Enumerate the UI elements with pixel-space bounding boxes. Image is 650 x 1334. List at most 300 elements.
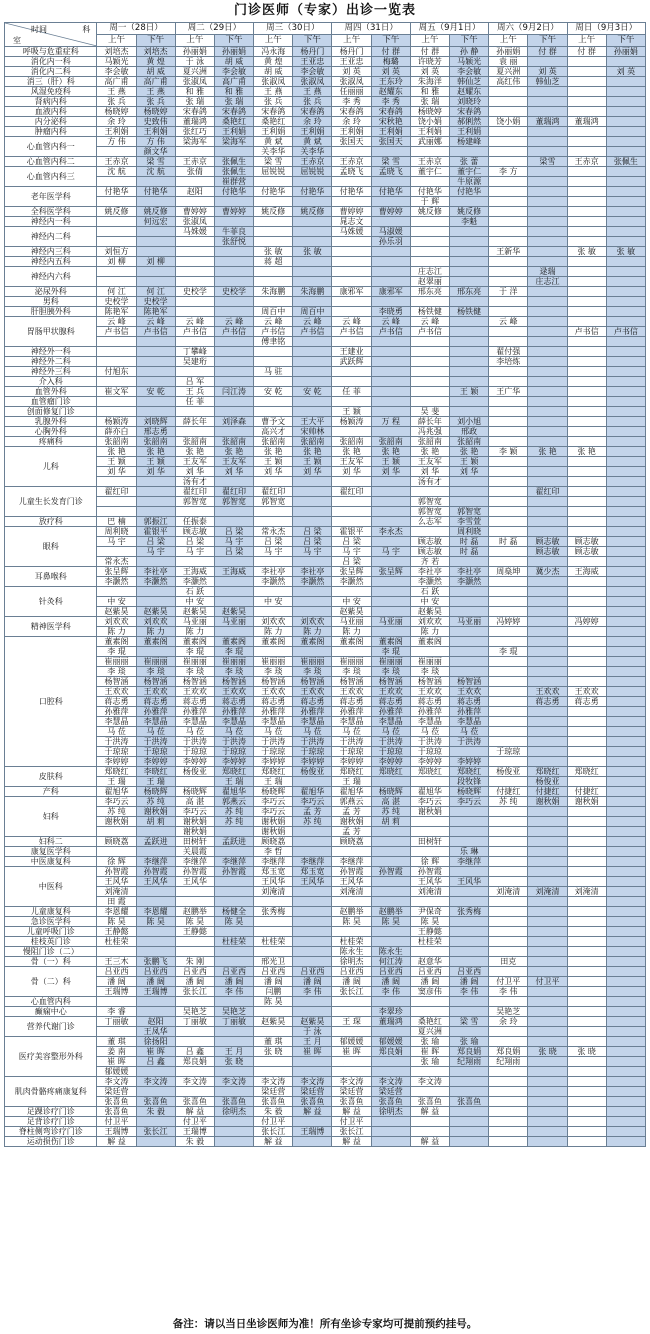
morning-doctor-cell [489, 137, 528, 147]
morning-doctor-cell: 董瑞鸿 [567, 117, 606, 127]
morning-doctor-cell: 宋春鸽 [332, 107, 371, 117]
morning-doctor-cell: 康邪军 [332, 287, 371, 297]
morning-doctor-cell [97, 847, 136, 857]
schedule-row [5, 457, 646, 467]
afternoon-doctor-cell: 郑晓红 [214, 767, 253, 777]
morning-doctor-cell: 顾志敏 [410, 547, 449, 557]
morning-doctor-cell: 孙雅萍 [332, 707, 371, 717]
morning-doctor-cell [489, 697, 528, 707]
afternoon-doctor-cell [450, 267, 489, 277]
morning-doctor-cell [97, 277, 136, 287]
morning-doctor-cell: 徐 辉 [410, 857, 449, 867]
afternoon-doctor-cell: 刘 华 [214, 467, 253, 477]
morning-doctor-cell: 马 宇 [254, 547, 293, 557]
afternoon-doctor-cell: 李婷婷 [136, 757, 175, 767]
morning-doctor-cell [254, 377, 293, 387]
afternoon-doctor-cell: 王 月 [214, 1047, 253, 1057]
department-name: 神经内二科 [5, 227, 97, 247]
afternoon-doctor-cell [606, 847, 645, 857]
afternoon-doctor-cell: 李会敏 [293, 67, 332, 77]
department-name: 神经内一科 [5, 217, 97, 227]
afternoon-doctor-cell: 翟红印 [214, 487, 253, 497]
afternoon-doctor-cell [606, 957, 645, 967]
afternoon-doctor-cell: 李文涛 [293, 1077, 332, 1087]
morning-doctor-cell [489, 1137, 528, 1147]
morning-doctor-cell: 武跃辉 [332, 357, 371, 367]
afternoon-doctor-cell [450, 487, 489, 497]
morning-doctor-cell: 顾晓荔 [254, 837, 293, 847]
afternoon-doctor-cell [371, 577, 410, 587]
morning-doctor-cell [410, 817, 449, 827]
morning-doctor-cell [332, 897, 371, 907]
morning-doctor-cell [97, 1027, 136, 1037]
morning-doctor-cell [489, 917, 528, 927]
schedule-row [5, 527, 646, 537]
morning-doctor-cell: 姚反修 [97, 207, 136, 217]
morning-doctor-cell: 翟旭华 [410, 787, 449, 797]
afternoon-doctor-cell: 于琼琼 [136, 747, 175, 757]
morning-doctor-cell: 谢秋娟 [97, 817, 136, 827]
afternoon-doctor-cell [606, 1037, 645, 1047]
afternoon-doctor-cell [528, 1097, 567, 1107]
morning-doctor-cell [254, 1027, 293, 1037]
morning-doctor-cell [97, 947, 136, 957]
afternoon-doctor-cell: 赵耀东 [371, 87, 410, 97]
morning-doctor-cell: 顾志敏 [410, 537, 449, 547]
afternoon-doctor-cell [450, 477, 489, 487]
morning-doctor-cell [410, 527, 449, 537]
schedule-row [5, 677, 646, 687]
afternoon-doctor-cell: 郭振江 [136, 517, 175, 527]
afternoon-doctor-cell [606, 997, 645, 1007]
afternoon-doctor-cell [371, 1057, 410, 1067]
morning-doctor-cell [489, 557, 528, 567]
afternoon-doctor-cell: 时 磊 [450, 537, 489, 547]
morning-doctor-cell: 梁廷营 [332, 1087, 371, 1097]
afternoon-doctor-cell: 李 琰 [371, 667, 410, 677]
afternoon-doctor-cell [136, 827, 175, 837]
afternoon-doctor-cell [606, 237, 645, 247]
morning-doctor-cell: 中 安 [410, 597, 449, 607]
morning-doctor-cell [410, 297, 449, 307]
afternoon-doctor-cell: 谢秋娟 [136, 807, 175, 817]
morning-doctor-cell [567, 817, 606, 827]
department-name: 疼痛科 [5, 437, 97, 447]
morning-doctor-cell: 崔丽丽 [332, 657, 371, 667]
afternoon-doctor-cell: 李灏然 [450, 577, 489, 587]
schedule-row [5, 717, 646, 727]
morning-doctor-cell [489, 897, 528, 907]
morning-doctor-cell [567, 927, 606, 937]
afternoon-doctor-cell [528, 87, 567, 97]
afternoon-doctor-cell: 于洪涛 [136, 737, 175, 747]
afternoon-doctor-cell [606, 297, 645, 307]
morning-doctor-cell [175, 147, 214, 157]
afternoon-doctor-cell: 潘 阔 [371, 977, 410, 987]
afternoon-doctor-cell: 张喜鱼 [450, 1097, 489, 1107]
morning-doctor-cell [489, 467, 528, 477]
morning-doctor-cell: 吕亚西 [332, 967, 371, 977]
morning-doctor-cell: 饶小娟 [410, 117, 449, 127]
afternoon-doctor-cell [136, 247, 175, 257]
morning-doctor-cell [175, 307, 214, 317]
morning-doctor-cell: 于 辉 [410, 197, 449, 207]
morning-doctor-cell: 李文涛 [332, 1077, 371, 1087]
afternoon-doctor-cell [606, 287, 645, 297]
department-name: 神经外二科 [5, 357, 97, 367]
morning-doctor-cell [489, 327, 528, 337]
afternoon-doctor-cell [606, 1007, 645, 1017]
afternoon-doctor-cell [214, 247, 253, 257]
afternoon-doctor-cell: 李慧晶 [450, 717, 489, 727]
morning-doctor-cell [254, 407, 293, 417]
morning-doctor-cell: 李巧云 [254, 797, 293, 807]
morning-doctor-cell: 郁媛媛 [97, 1067, 136, 1077]
morning-doctor-cell: 王欢欢 [567, 687, 606, 697]
schedule-row [5, 1037, 646, 1047]
afternoon-doctor-cell: 霍银平 [136, 527, 175, 537]
morning-doctor-cell: 潘 阔 [410, 977, 449, 987]
morning-doctor-cell [489, 457, 528, 467]
afternoon-doctor-cell: 王风华 [136, 877, 175, 887]
morning-doctor-cell: 周利晓 [97, 527, 136, 537]
morning-doctor-cell: 田树轩 [175, 837, 214, 847]
afternoon-doctor-cell: 于洪涛 [450, 737, 489, 747]
morning-header: 上午 [332, 35, 371, 47]
morning-doctor-cell [489, 297, 528, 307]
morning-doctor-cell: 夏兴洲 [489, 67, 528, 77]
morning-doctor-cell: 谢秋娟 [332, 817, 371, 827]
afternoon-doctor-cell: 董瑞鸿 [528, 117, 567, 127]
afternoon-doctor-cell: 刘泽森 [214, 417, 253, 427]
afternoon-doctor-cell: 陈 力 [293, 627, 332, 637]
department-name: 肾病内科 [5, 97, 97, 107]
department-name: 呼吸与危重症科 [5, 47, 97, 57]
morning-doctor-cell [175, 177, 214, 187]
morning-doctor-cell [254, 357, 293, 367]
afternoon-doctor-cell [606, 267, 645, 277]
afternoon-doctor-cell: 孙智霞 [214, 867, 253, 877]
afternoon-doctor-cell [214, 307, 253, 317]
morning-doctor-cell: 马 莅 [410, 727, 449, 737]
morning-doctor-cell: 傅聿铭 [254, 337, 293, 347]
afternoon-doctor-cell: 陈永生 [371, 947, 410, 957]
afternoon-doctor-cell [214, 277, 253, 287]
morning-doctor-cell: 刘 柳 [97, 257, 136, 267]
morning-doctor-cell [567, 1057, 606, 1067]
afternoon-doctor-cell: 吴艳芝 [214, 1007, 253, 1017]
morning-doctor-cell: 刘 华 [97, 467, 136, 477]
afternoon-doctor-cell: 纪翔雨 [450, 1057, 489, 1067]
morning-doctor-cell [254, 177, 293, 187]
schedule-row [5, 1127, 646, 1137]
afternoon-doctor-cell [606, 77, 645, 87]
afternoon-doctor-cell: 李继萍 [136, 857, 175, 867]
afternoon-doctor-cell: 马 莅 [450, 727, 489, 737]
morning-doctor-cell: 冯兆强 [410, 427, 449, 437]
morning-doctor-cell [175, 887, 214, 897]
afternoon-doctor-cell [606, 427, 645, 437]
morning-doctor-cell [567, 727, 606, 737]
schedule-row [5, 287, 646, 297]
afternoon-doctor-cell: 宋秋艳 [371, 117, 410, 127]
afternoon-doctor-cell [606, 407, 645, 417]
afternoon-doctor-cell [450, 367, 489, 377]
morning-doctor-cell [567, 847, 606, 857]
afternoon-doctor-cell: 云 峰 [293, 317, 332, 327]
morning-doctor-cell [567, 677, 606, 687]
morning-doctor-cell: 张 瑞 [410, 97, 449, 107]
schedule-row [5, 77, 646, 87]
afternoon-doctor-cell: 黄 斌 [293, 137, 332, 147]
afternoon-doctor-cell [371, 927, 410, 937]
afternoon-doctor-cell: 刘小旭 [450, 417, 489, 427]
morning-doctor-cell: 张韶南 [254, 437, 293, 447]
afternoon-doctor-cell [214, 297, 253, 307]
morning-doctor-cell: 卢书信 [410, 327, 449, 337]
afternoon-doctor-cell [136, 947, 175, 957]
morning-doctor-cell: 孙智霞 [410, 867, 449, 877]
afternoon-doctor-cell: 崔丽丽 [371, 657, 410, 667]
morning-doctor-cell: 吕 军 [175, 377, 214, 387]
morning-doctor-cell [410, 177, 449, 187]
schedule-row [5, 697, 646, 707]
morning-doctor-cell: 杨晓婷 [97, 107, 136, 117]
morning-doctor-cell [175, 427, 214, 437]
morning-doctor-cell [567, 527, 606, 537]
morning-doctor-cell: 张喜鱼 [175, 1097, 214, 1107]
schedule-row [5, 147, 646, 157]
afternoon-doctor-cell [606, 737, 645, 747]
morning-doctor-cell: 付 群 [567, 47, 606, 57]
afternoon-doctor-cell: 赵耀东 [450, 87, 489, 97]
afternoon-doctor-cell [293, 897, 332, 907]
morning-doctor-cell: 吕亚西 [254, 967, 293, 977]
department-name: 中医科 [5, 867, 97, 907]
morning-doctor-cell [567, 877, 606, 887]
schedule-row [5, 797, 646, 807]
morning-doctor-cell: 李婷婷 [175, 757, 214, 767]
afternoon-doctor-cell: 吕 梁 [214, 527, 253, 537]
afternoon-doctor-cell [606, 357, 645, 367]
morning-doctor-cell [567, 187, 606, 197]
morning-doctor-cell: 杨俊亚 [175, 767, 214, 777]
morning-doctor-cell [567, 597, 606, 607]
morning-doctor-cell [489, 947, 528, 957]
schedule-row [5, 397, 646, 407]
afternoon-doctor-cell [293, 997, 332, 1007]
afternoon-doctor-cell [450, 147, 489, 157]
afternoon-doctor-cell [293, 557, 332, 567]
afternoon-doctor-cell [136, 897, 175, 907]
afternoon-doctor-cell: 李慧晶 [136, 717, 175, 727]
afternoon-doctor-cell: 潘 阔 [136, 977, 175, 987]
morning-doctor-cell: 田克 [489, 957, 528, 967]
morning-doctor-cell [489, 1087, 528, 1097]
afternoon-doctor-cell: 张韶南 [136, 437, 175, 447]
morning-doctor-cell: 王 颖 [332, 407, 371, 417]
afternoon-doctor-cell [293, 347, 332, 357]
afternoon-doctor-cell [371, 1117, 410, 1127]
afternoon-doctor-cell [528, 467, 567, 477]
schedule-row [5, 187, 646, 197]
morning-doctor-cell: 李巧云 [175, 807, 214, 817]
morning-doctor-cell [175, 777, 214, 787]
afternoon-doctor-cell [293, 597, 332, 607]
afternoon-doctor-cell [606, 987, 645, 997]
afternoon-doctor-cell [528, 1057, 567, 1067]
afternoon-doctor-cell: 于洪涛 [214, 737, 253, 747]
schedule-row [5, 127, 646, 137]
morning-doctor-cell: 崔丽丽 [175, 657, 214, 667]
afternoon-doctor-cell: 张 瑞 [214, 97, 253, 107]
morning-doctor-cell: 郑晓红 [567, 767, 606, 777]
morning-doctor-cell: 李 秀 [332, 97, 371, 107]
afternoon-doctor-cell: 康邪军 [371, 287, 410, 297]
afternoon-doctor-cell: 苏 纯 [214, 807, 253, 817]
morning-doctor-cell: 孙雅萍 [175, 707, 214, 717]
schedule-row [5, 667, 646, 677]
morning-doctor-cell [410, 237, 449, 247]
morning-doctor-cell: 董瑞鸿 [175, 117, 214, 127]
afternoon-doctor-cell: 崔丽丽 [136, 657, 175, 667]
morning-doctor-cell: 王赤京 [332, 157, 371, 167]
morning-doctor-cell [410, 147, 449, 157]
morning-doctor-cell: 陈 力 [97, 627, 136, 637]
afternoon-doctor-cell: 孙雅萍 [293, 707, 332, 717]
afternoon-doctor-cell [450, 1087, 489, 1097]
afternoon-doctor-cell: 宋帅林 [293, 427, 332, 437]
morning-doctor-cell: 孙丽娟 [489, 47, 528, 57]
afternoon-doctor-cell [371, 147, 410, 157]
schedule-row [5, 777, 646, 787]
afternoon-doctor-cell: 崔丽丽 [214, 657, 253, 667]
afternoon-doctor-cell [606, 417, 645, 427]
department-name: 耳鼻喉科 [5, 567, 97, 587]
afternoon-doctor-cell: 郑良娟 [371, 1047, 410, 1057]
afternoon-doctor-cell [528, 947, 567, 957]
morning-doctor-cell [567, 707, 606, 717]
afternoon-doctor-cell: 刘 华 [450, 467, 489, 477]
department-name: 神经外一科 [5, 347, 97, 357]
afternoon-doctor-cell: 孙雅萍 [450, 707, 489, 717]
afternoon-doctor-cell: 郑晓红 [371, 767, 410, 777]
schedule-row [5, 237, 646, 247]
afternoon-doctor-cell: 朱 毅 [136, 1107, 175, 1117]
afternoon-doctor-cell [528, 477, 567, 487]
morning-doctor-cell: 王瑞博 [175, 1127, 214, 1137]
afternoon-doctor-cell: 崔丽丽 [293, 657, 332, 667]
afternoon-doctor-cell: 潘 阔 [293, 977, 332, 987]
schedule-row [5, 1097, 646, 1107]
morning-doctor-cell: 王风华 [97, 877, 136, 887]
morning-doctor-cell: 李婷婷 [332, 757, 371, 767]
department-name: 儿科 [5, 447, 97, 487]
morning-doctor-cell [567, 1087, 606, 1097]
afternoon-doctor-cell [293, 277, 332, 287]
morning-doctor-cell [567, 1077, 606, 1087]
afternoon-doctor-cell: 张 艳 [450, 447, 489, 457]
morning-doctor-cell: 和 雅 [175, 87, 214, 97]
morning-doctor-cell: 崔丽丽 [97, 657, 136, 667]
afternoon-doctor-cell: 孙智霞 [136, 867, 175, 877]
morning-doctor-cell: 蒋 超 [254, 257, 293, 267]
schedule-row [5, 687, 646, 697]
afternoon-doctor-cell [293, 907, 332, 917]
department-name: 脊柱侧弯诊疗门诊 [5, 1127, 97, 1137]
schedule-row [5, 47, 646, 57]
morning-doctor-cell: 李文涛 [410, 1077, 449, 1087]
morning-doctor-cell: 李社亭 [254, 567, 293, 577]
afternoon-doctor-cell [606, 927, 645, 937]
afternoon-doctor-cell [528, 337, 567, 347]
afternoon-doctor-cell: 史致伟 [136, 117, 175, 127]
afternoon-doctor-cell: 陈 昊 [136, 917, 175, 927]
schedule-row [5, 567, 646, 577]
morning-doctor-cell [254, 267, 293, 277]
morning-doctor-cell [332, 477, 371, 487]
afternoon-doctor-cell: 张喜鱼 [293, 1097, 332, 1107]
afternoon-doctor-cell [528, 417, 567, 427]
afternoon-doctor-cell [528, 327, 567, 337]
morning-doctor-cell: 杜桂荣 [254, 937, 293, 947]
afternoon-doctor-cell [371, 937, 410, 947]
morning-doctor-cell: 陈 力 [175, 627, 214, 637]
afternoon-doctor-cell: 张 艳 [528, 447, 567, 457]
morning-doctor-cell: 吕亚西 [175, 967, 214, 977]
afternoon-doctor-cell [450, 607, 489, 617]
morning-doctor-cell [175, 337, 214, 347]
morning-header: 上午 [254, 35, 293, 47]
morning-doctor-cell: 陈 昊 [97, 917, 136, 927]
afternoon-doctor-cell: 顾志敏 [528, 537, 567, 547]
morning-doctor-cell: 郑晓红 [97, 767, 136, 777]
afternoon-doctor-cell [528, 1077, 567, 1087]
morning-doctor-cell: 于洪涛 [175, 737, 214, 747]
morning-doctor-cell: 于 洋 [489, 287, 528, 297]
afternoon-doctor-cell [528, 957, 567, 967]
morning-doctor-cell [254, 917, 293, 927]
morning-doctor-cell [410, 377, 449, 387]
day-header: 周二（29日） [175, 23, 253, 35]
afternoon-doctor-cell [606, 87, 645, 97]
morning-doctor-cell: 王利娟 [97, 127, 136, 137]
afternoon-doctor-cell: 韩仙芝 [528, 77, 567, 87]
morning-doctor-cell [97, 497, 136, 507]
morning-doctor-cell: 翟付强 [489, 347, 528, 357]
morning-doctor-cell [175, 407, 214, 417]
morning-doctor-cell [332, 427, 371, 437]
afternoon-doctor-cell [450, 957, 489, 967]
afternoon-doctor-cell [528, 1007, 567, 1017]
afternoon-doctor-cell [450, 1107, 489, 1117]
morning-doctor-cell: 周燊坤 [489, 567, 528, 577]
afternoon-doctor-cell [371, 177, 410, 187]
morning-doctor-cell [410, 247, 449, 257]
morning-doctor-cell: 黄 斌 [254, 137, 293, 147]
afternoon-doctor-cell [606, 1067, 645, 1077]
department-name: 胃肠甲状腺科 [5, 317, 97, 347]
afternoon-doctor-cell [450, 347, 489, 357]
afternoon-doctor-cell [214, 397, 253, 407]
afternoon-doctor-cell [371, 777, 410, 787]
afternoon-doctor-cell [136, 887, 175, 897]
morning-doctor-cell: 赵紫昊 [254, 1017, 293, 1027]
afternoon-doctor-cell [606, 57, 645, 67]
schedule-row [5, 367, 646, 377]
afternoon-doctor-cell [606, 817, 645, 827]
morning-doctor-cell [489, 437, 528, 447]
